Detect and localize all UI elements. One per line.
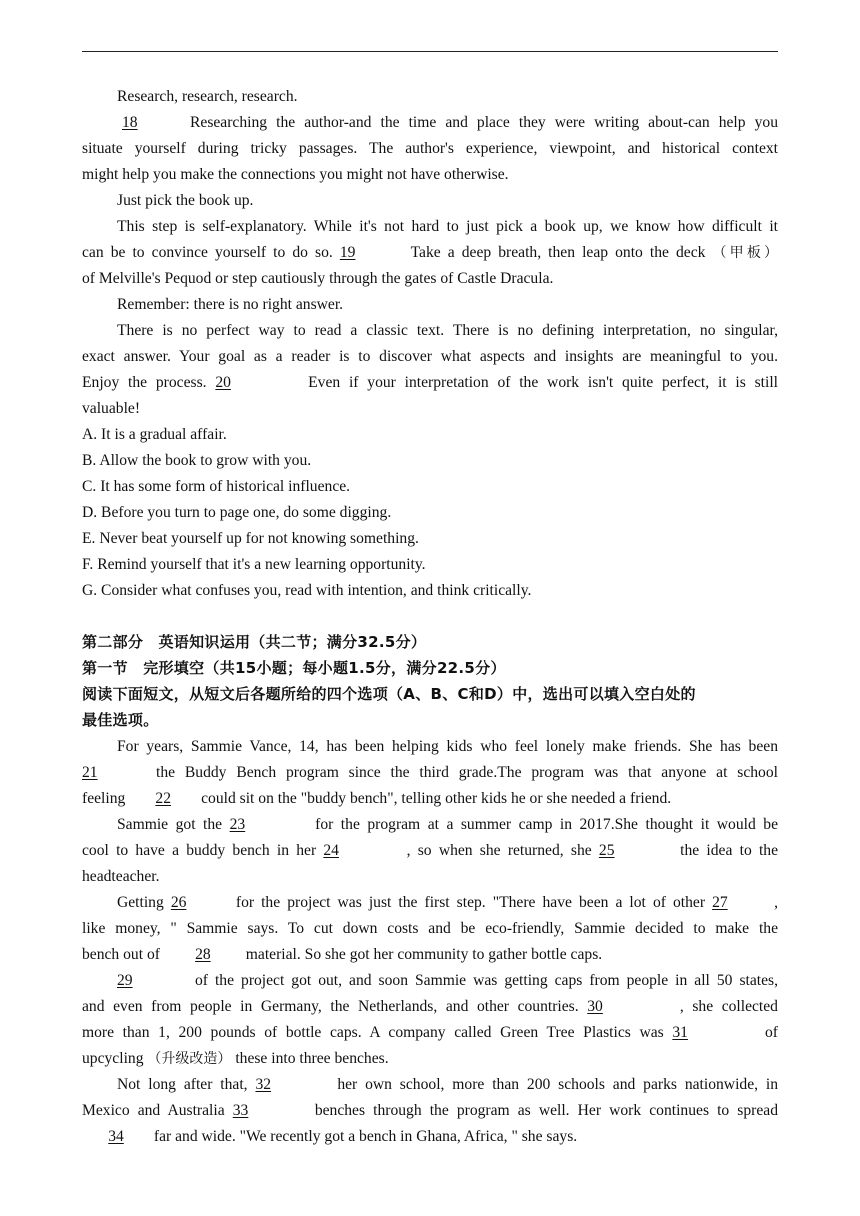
blank-33[interactable]: 33: [232, 1102, 249, 1119]
section-one-heading: 第一节 完形填空（共15小题；每小题1.5分，满分22.5分）: [82, 659, 506, 677]
cloze-p3-line-2: like money, " Sammie says. To cut down costs and be eco-friendly, Sammie decided to make the: [82, 920, 778, 937]
cloze-p4-line-2: and even from people in Germany, the Netherlands, and other countries. 30 , she collected: [82, 994, 778, 1020]
blank-18[interactable]: 18: [122, 114, 138, 131]
paragraph-19-line-1: This step is self-explanatory. While it's not hard to just pick a book up, we know how difficult it: [117, 218, 778, 235]
cloze-p2-line-2: cool to have a buddy bench in her 24 , so when she returned, she 25 the idea to the: [82, 838, 778, 864]
heading-research: Research, research, research.: [117, 88, 298, 105]
instructions-line-2: 最佳选项。: [82, 711, 159, 729]
blank-23[interactable]: 23: [229, 816, 246, 833]
blank-30[interactable]: 30: [587, 998, 603, 1015]
option-f: F. Remind yourself that it's a new learning opportunity.: [82, 556, 426, 573]
paragraph-18-line-1: 18 Researching the author-and the time and place they were writing about-can help you: [122, 110, 778, 136]
part-two-heading: 第二部分 英语知识运用（共二节；满分32.5分）: [82, 633, 427, 651]
paragraph-19-line-3: of Melville's Pequod or step cautiously through the gates of Castle Dracula.: [82, 270, 554, 287]
heading-pick-book: Just pick the book up.: [117, 192, 254, 209]
cloze-p3-line-3: bench out of 28 material. So she got her community to gather bottle caps.: [82, 942, 778, 968]
cloze-p1-line-3: feeling 22 could sit on the "buddy bench", telling other kids he or she needed a friend.: [82, 786, 778, 812]
cloze-p2-line-3: headteacher.: [82, 868, 160, 885]
blank-29[interactable]: 29: [117, 972, 133, 989]
cloze-p1-line-2: 21 the Buddy Bench program since the third grade.The program was that anyone at school: [82, 760, 778, 786]
cloze-p4-line-3: more than 1, 200 pounds of bottle caps. A company called Green Tree Plastics was 31 of: [82, 1020, 778, 1046]
blank-32[interactable]: 32: [255, 1076, 272, 1093]
paragraph-20-line-3: Enjoy the process. 20 Even if your interpretation of the work isn't quite perfect, it is still: [82, 370, 778, 396]
cloze-p2-line-1: Sammie got the 23 for the program at a summer camp in 2017.She thought it would be: [117, 812, 778, 838]
blank-26[interactable]: 26: [170, 894, 187, 911]
cloze-p5-line-1: Not long after that, 32 her own school, more than 200 schools and parks nationwide, in: [117, 1072, 778, 1098]
blank-28[interactable]: 28: [195, 946, 211, 963]
paragraph-18-line-3: might help you make the connections you might not have otherwise.: [82, 166, 509, 183]
blank-19[interactable]: 19: [339, 244, 356, 261]
blank-20[interactable]: 20: [215, 374, 231, 391]
blank-22[interactable]: 22: [155, 790, 171, 807]
blank-21[interactable]: 21: [82, 764, 98, 781]
paragraph-20-line-2: exact answer. Your goal as a reader is to discover what aspects and insights are meaningful to you.: [82, 348, 778, 365]
paragraph-18-line-2: situate yourself during tricky passages. The author's experience, viewpoint, and historical context: [82, 140, 778, 157]
paragraph-20-line-1: There is no perfect way to read a classic text. There is no defining interpretation, no singular,: [117, 322, 778, 339]
cloze-p1-line-1: For years, Sammie Vance, 14, has been helping kids who feel lonely make friends. She has been: [117, 738, 778, 755]
cloze-p3-line-1: Getting 26 for the project was just the first step. "There have been a lot of other 27 ,: [117, 890, 778, 916]
option-d: D. Before you turn to page one, do some digging.: [82, 504, 392, 521]
paragraph-20-line-4: valuable!: [82, 400, 141, 417]
cloze-p4-line-1: 29 of the project got out, and soon Sammie was getting caps from people in all 50 states,: [117, 968, 778, 994]
option-g: G. Consider what confuses you, read with intention, and think critically.: [82, 582, 532, 599]
option-e: E. Never beat yourself up for not knowing something.: [82, 530, 419, 547]
blank-34[interactable]: 34: [108, 1128, 124, 1145]
cloze-p5-line-2: Mexico and Australia 33 benches through the program as well. Her work continues to spread: [82, 1098, 778, 1124]
blank-27[interactable]: 27: [712, 894, 728, 911]
blank-31[interactable]: 31: [672, 1024, 688, 1041]
blank-25[interactable]: 25: [598, 842, 615, 859]
header-rule: [82, 51, 778, 52]
instructions-line-1: 阅读下面短文，从短文后各题所给的四个选项（A、B、C和D）中，选出可以填入空白处的: [82, 685, 696, 703]
option-b: B. Allow the book to grow with you.: [82, 452, 312, 469]
option-a: A. It is a gradual affair.: [82, 426, 227, 443]
option-c: C. It has some form of historical influence.: [82, 478, 351, 495]
paragraph-19-line-2: can be to convince yourself to do so. 19 Take a deep breath, then leap onto the deck （甲板）: [82, 240, 778, 266]
cloze-p4-line-4: upcycling （升级改造） these into three benches.: [82, 1050, 389, 1067]
heading-remember: Remember: there is no right answer.: [117, 296, 344, 313]
blank-24[interactable]: 24: [323, 842, 339, 859]
cloze-p5-line-3: 34 far and wide. "We recently got a bench in Ghana, Africa, " she says.: [82, 1124, 778, 1150]
